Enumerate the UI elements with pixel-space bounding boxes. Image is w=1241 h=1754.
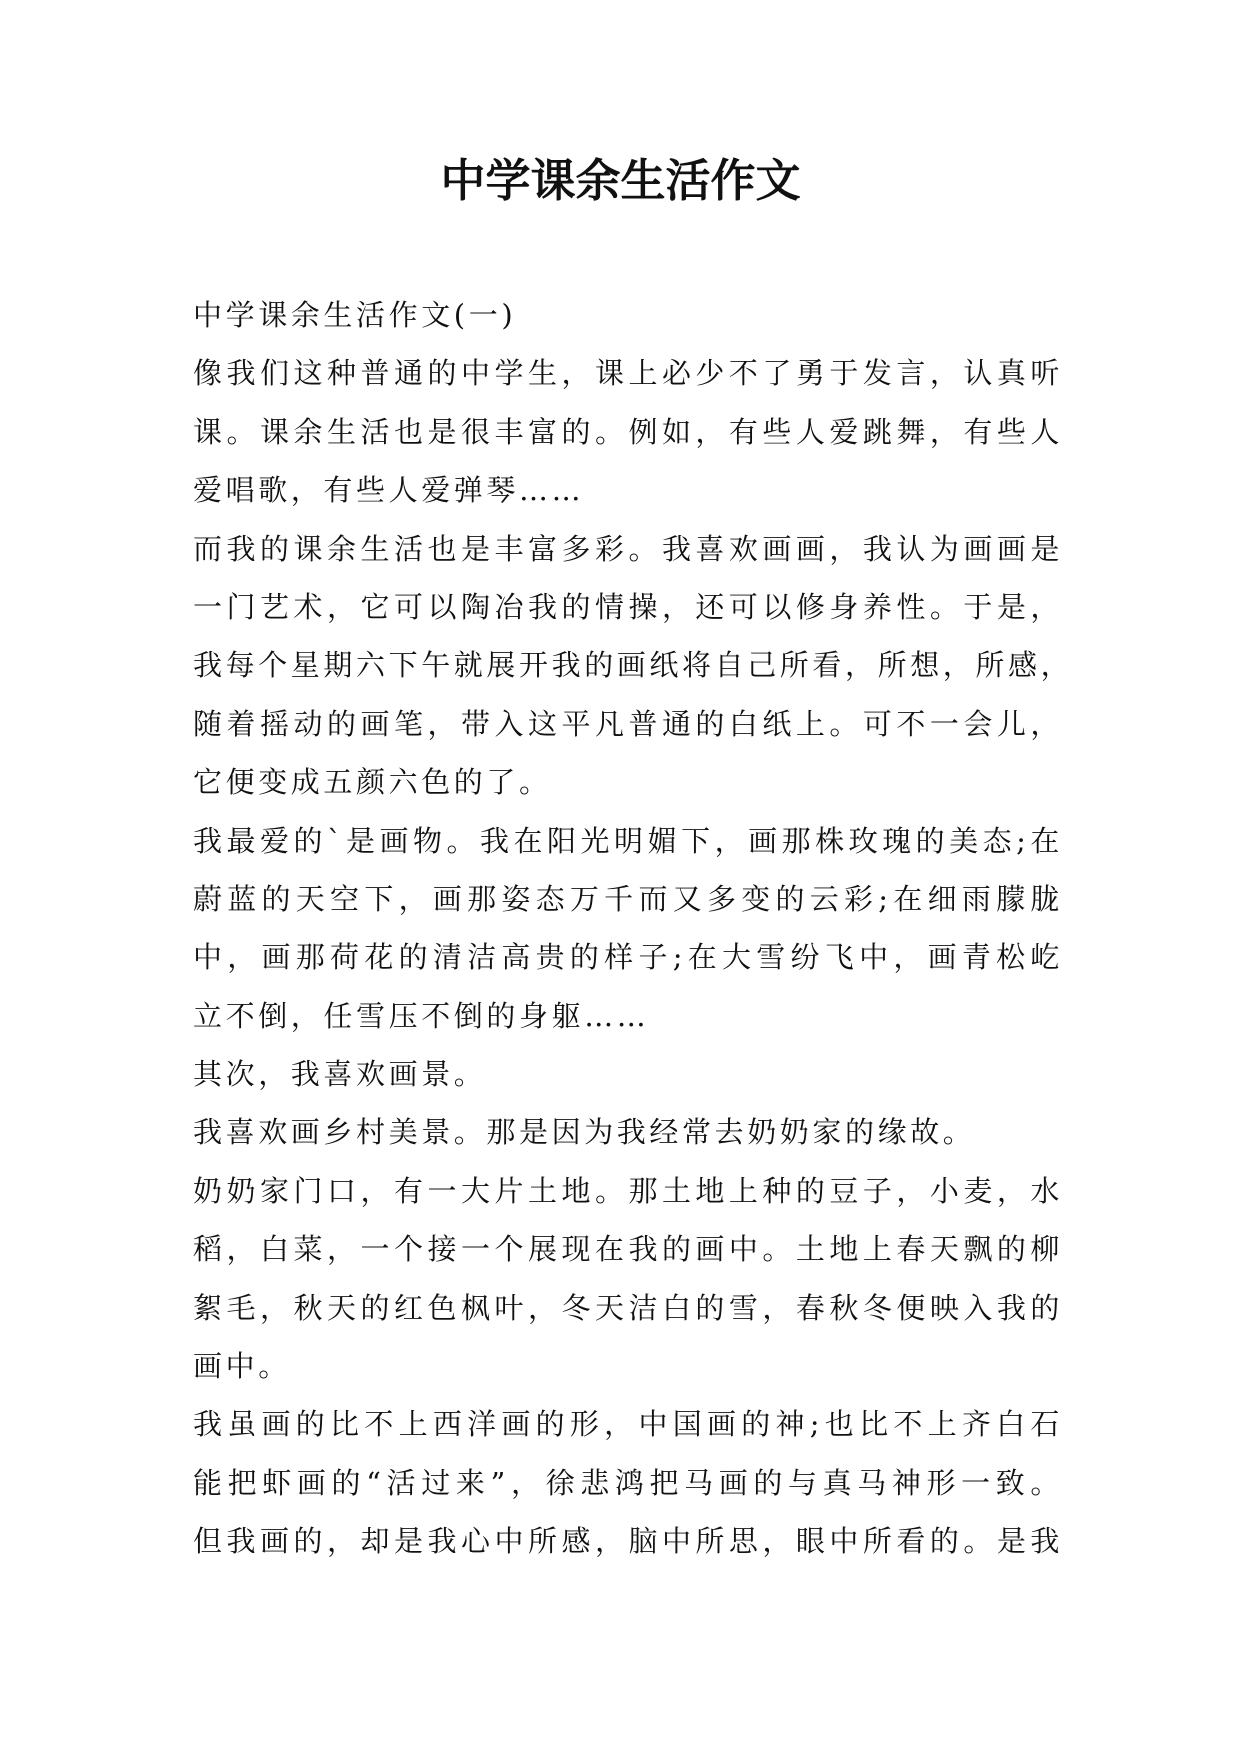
text-line: 像我们这种普通的中学生，课上必少不了勇于发言，认真听 (193, 356, 1063, 391)
document-body (193, 286, 1074, 1571)
text-line: 奶奶家门口，有一大片土地。那土地上种的豆子，小麦，水 (193, 1173, 1063, 1208)
text-line: 立不倒，任雪压不倒的身躯…… (193, 998, 650, 1033)
text-line: 我虽画的比不上西洋画的形，中国画的神;也比不上齐白石 (193, 1407, 1063, 1442)
text-line: 而我的课余生活也是丰富多彩。我喜欢画画，我认为画画是 (193, 531, 1063, 566)
text-line: 中学课余生活作文(一) (193, 298, 517, 332)
text-line: 随着摇动的画笔，带入这平凡普通的白纸上。可不一会儿， (193, 706, 1063, 741)
text-line: 中，画那荷花的清洁高贵的样子;在大雪纷飞中，画青松屹 (193, 940, 1063, 975)
document-title: 中学课余生活作文 (440, 154, 801, 207)
text-line: 其次，我喜欢画景。 (193, 1057, 487, 1092)
text-line: 蔚蓝的天空下，画那姿态万千而又多变的云彩;在细雨朦胧 (193, 881, 1063, 916)
text-line: 但我画的，却是我心中所感，脑中所思，眼中所看的。是我 (193, 1524, 1063, 1559)
text-line: 它便变成五颜六色的了。 (193, 765, 552, 800)
text-line: 能把虾画的“活过来”，徐悲鸿把马画的与真马神形一致。 (193, 1465, 1063, 1500)
text-line: 爱唱歌，有些人爱弹琴…… (193, 473, 585, 508)
text-line: 一门艺术，它可以陶冶我的情操，还可以修身养性。于是， (193, 589, 1063, 624)
text-line: 我喜欢画乡村美景。那是因为我经常去奶奶家的缘故。 (193, 1115, 976, 1150)
text-line: 我每个星期六下午就展开我的画纸将自己所看，所想，所感， (193, 648, 1074, 683)
text-line: 画中。 (193, 1349, 291, 1384)
text-line: 絮毛，秋天的红色枫叶，冬天洁白的雪，春秋冬便映入我的 (193, 1290, 1063, 1325)
text-line: 稻，白菜，一个接一个展现在我的画中。土地上春天飘的柳 (193, 1232, 1063, 1267)
text-line: 课。课余生活也是很丰富的。例如，有些人爱跳舞，有些人 (193, 414, 1063, 449)
text-line: 我最爱的`是画物。我在阳光明媚下，画那株玫瑰的美态;在 (193, 823, 1063, 858)
